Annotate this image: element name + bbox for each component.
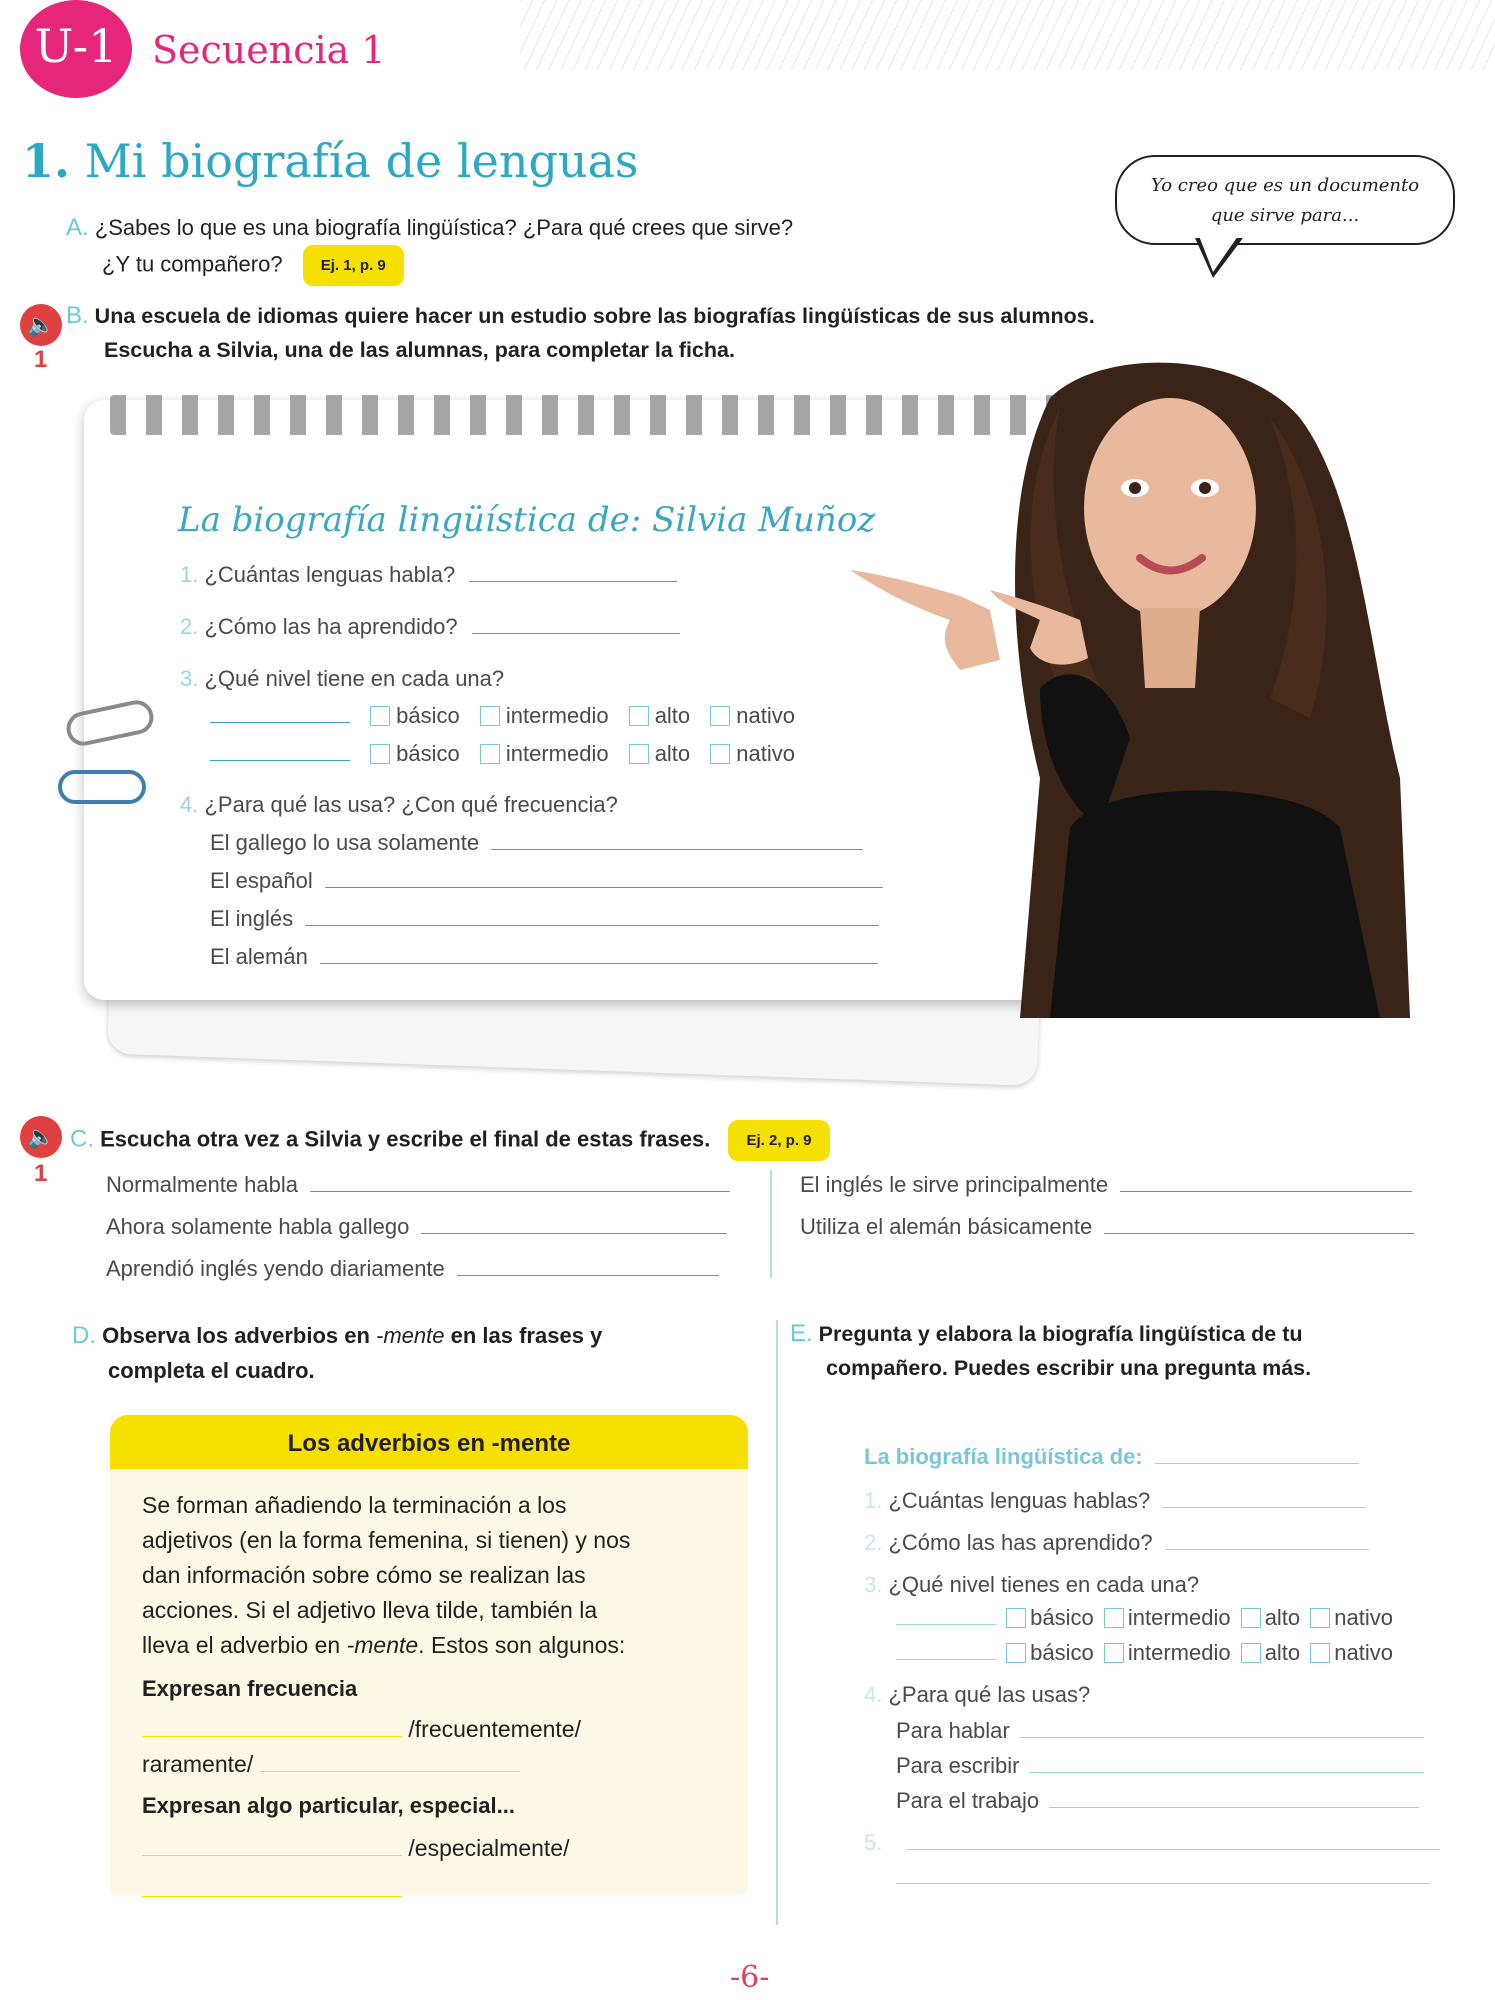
adverbs-text-line: dan información sobre cómo se realizan las	[142, 1562, 586, 1588]
notebook-spiral-rings	[110, 395, 1080, 435]
e-q4-text: ¿Para qué las usas?	[888, 1682, 1091, 1707]
activity-a-line2: ¿Y tu compañero?	[102, 251, 283, 277]
notebook-q1-text: ¿Cuántas lenguas habla?	[204, 562, 456, 587]
activity-c-exercise-badge: Ej. 2, p. 9	[728, 1120, 829, 1161]
e-q1-answer-line[interactable]	[1162, 1492, 1366, 1508]
c-phrase-row	[106, 1256, 719, 1282]
level-checkbox[interactable]	[629, 706, 649, 726]
notebook-use-row	[210, 944, 878, 970]
audio-track-number: 1	[34, 1160, 48, 1187]
level-checkbox[interactable]	[480, 706, 500, 726]
level-label: básico	[396, 741, 460, 766]
level-checkbox[interactable]	[710, 744, 730, 764]
activity-e-line1: Pregunta y elabora la biografía lingüística de tu	[818, 1322, 1303, 1346]
c-phrase-row	[800, 1214, 1414, 1240]
use-label: El inglés	[210, 906, 294, 931]
activity-e-letter: E.	[790, 1320, 813, 1347]
notebook-q1-number: 1.	[180, 562, 199, 587]
frequency-word: /frecuentemente/	[408, 1716, 581, 1742]
e-use-label: Para escribir	[896, 1753, 1020, 1778]
activity-b	[66, 298, 1095, 334]
special-row	[142, 1872, 722, 1907]
column-divider	[770, 1170, 772, 1278]
activity-e	[790, 1316, 1303, 1352]
notebook-q2	[180, 614, 680, 640]
pointing-hand	[850, 560, 1000, 680]
notebook-use-row	[210, 868, 883, 894]
e-level-label: básico	[1030, 1605, 1094, 1630]
level-label: nativo	[736, 703, 796, 728]
e-level-checkbox[interactable]	[1006, 1643, 1026, 1663]
notebook-q4	[180, 792, 618, 818]
level-checkbox[interactable]	[370, 706, 390, 726]
language-answer-line[interactable]	[210, 705, 350, 723]
activity-a	[66, 210, 793, 245]
audio-speaker-icon[interactable]: 🔈	[20, 304, 62, 346]
student-photo	[980, 358, 1410, 1018]
e-q1	[864, 1488, 1366, 1514]
e-level-checkbox[interactable]	[1241, 1643, 1261, 1663]
e-q1-number: 1.	[864, 1488, 883, 1513]
c-phrase-row	[800, 1172, 1412, 1198]
adverbs-text-line: acciones. Si el adjetivo lleva tilde, también la	[142, 1597, 598, 1623]
e-use-answer-line[interactable]	[1020, 1722, 1424, 1738]
e-level-row	[896, 1640, 1393, 1666]
e-q5-extra	[896, 1864, 1430, 1890]
frequency-row	[142, 1747, 722, 1782]
sequence-label: Secuencia 1	[152, 28, 386, 72]
e-language-answer-line[interactable]	[896, 1644, 996, 1660]
notebook-level-row	[210, 741, 795, 767]
page-number: -6-	[730, 1960, 770, 1995]
e-use-answer-line[interactable]	[1030, 1757, 1424, 1773]
e-q2-answer-line[interactable]	[1165, 1534, 1369, 1550]
c-phrase: El inglés le sirve principalmente	[800, 1172, 1109, 1197]
section-number: 1.	[22, 134, 71, 188]
e-level-label: nativo	[1334, 1640, 1394, 1665]
special-answer-line[interactable]	[142, 1879, 402, 1897]
activity-a-exercise-badge: Ej. 1, p. 9	[303, 245, 404, 286]
adverbs-text-line: Se forman añadiendo la terminación a los	[142, 1492, 567, 1518]
notebook-q3-number: 3.	[180, 666, 199, 691]
adverbs-text-pre: lleva el adverbio en	[142, 1632, 347, 1658]
e-level-label: nativo	[1334, 1605, 1394, 1630]
level-label: alto	[654, 741, 691, 766]
e-biography-title-text: La biografía lingüística de:	[864, 1444, 1143, 1469]
e-q2-text: ¿Cómo las has aprendido?	[888, 1530, 1153, 1555]
c-phrase-row	[106, 1214, 727, 1240]
notebook-level-row	[210, 703, 795, 729]
level-label: intermedio	[505, 703, 609, 728]
e-level-label: básico	[1030, 1640, 1094, 1665]
level-label: nativo	[736, 741, 796, 766]
c-answer-line[interactable]	[1120, 1174, 1412, 1192]
e-q4-number: 4.	[864, 1682, 883, 1707]
use-label: El español	[210, 868, 313, 893]
c-phrase: Utiliza el alemán básicamente	[800, 1214, 1093, 1239]
frequency-answer-line[interactable]	[260, 1754, 520, 1772]
speech-bubble-line1: Yo creo que es un documento	[1150, 175, 1420, 196]
e-level-checkbox[interactable]	[1310, 1643, 1330, 1663]
e-level-checkbox[interactable]	[1241, 1608, 1261, 1628]
c-answer-line[interactable]	[457, 1258, 719, 1276]
use-answer-line[interactable]	[325, 870, 883, 888]
e-level-label: intermedio	[1127, 1640, 1231, 1665]
notebook-q1-answer-line[interactable]	[469, 564, 677, 582]
e-level-checkbox[interactable]	[1104, 1608, 1124, 1628]
column-divider	[776, 1320, 778, 1925]
special-heading: Expresan algo particular, especial...	[142, 1793, 515, 1818]
section-title-text: Mi biografía de lenguas	[84, 134, 639, 188]
e-biography-title	[864, 1444, 1359, 1470]
speech-bubble-line2: que sirve para...	[1210, 205, 1360, 226]
activity-a-line2-row	[102, 245, 404, 286]
e-use-row	[896, 1753, 1424, 1779]
c-phrase: Aprendió inglés yendo diariamente	[106, 1256, 445, 1281]
level-label: alto	[654, 703, 691, 728]
notebook-q2-number: 2.	[180, 614, 199, 639]
e-q3	[864, 1572, 1199, 1598]
notebook-q4-text: ¿Para qué las usa? ¿Con qué frecuencia?	[204, 792, 618, 817]
notebook-title: La biografía lingüística de: Silvia Muñoz	[178, 500, 876, 540]
audio-speaker-icon[interactable]: 🔈	[20, 1116, 62, 1158]
notebook-q2-text: ¿Cómo las ha aprendido?	[204, 614, 458, 639]
c-answer-line[interactable]	[421, 1216, 727, 1234]
level-label: intermedio	[505, 741, 609, 766]
speech-bubble	[1115, 155, 1455, 245]
e-q5	[864, 1830, 1440, 1856]
activity-b-line1: Una escuela de idiomas quiere hacer un estudio sobre las biografías lingüísticas de sus alumnos.	[94, 304, 1095, 328]
frequency-answer-line[interactable]	[142, 1719, 402, 1737]
activity-d-line1-pre: Observa los adverbios en	[102, 1323, 377, 1348]
audio-track-number: 1	[34, 346, 48, 373]
frequency-word: raramente/	[142, 1751, 254, 1777]
unit-badge: U-1	[20, 0, 132, 98]
paperclip-blue-icon	[58, 770, 146, 804]
notebook-q4-number: 4.	[180, 792, 199, 817]
special-answer-line[interactable]	[142, 1838, 402, 1856]
e-use-row	[896, 1718, 1424, 1744]
e-q4	[864, 1682, 1090, 1708]
e-q5-number: 5.	[864, 1830, 883, 1855]
c-phrase: Ahora solamente habla gallego	[106, 1214, 410, 1239]
header-hatch-decoration	[520, 0, 1495, 70]
language-answer-line[interactable]	[210, 743, 350, 761]
level-checkbox[interactable]	[629, 744, 649, 764]
activity-d-line2: completa el cuadro.	[108, 1358, 315, 1383]
special-row	[142, 1831, 722, 1866]
e-use-label: Para el trabajo	[896, 1788, 1040, 1813]
e-level-checkbox[interactable]	[1104, 1643, 1124, 1663]
e-level-checkbox[interactable]	[1006, 1608, 1026, 1628]
activity-a-line1: ¿Sabes lo que es una biografía lingüística? ¿Para qué crees que sirve?	[94, 215, 794, 240]
level-checkbox[interactable]	[480, 744, 500, 764]
special-word: /especialmente/	[408, 1835, 570, 1861]
adverbs-box-body	[142, 1488, 722, 1907]
activity-e-line2: compañero. Puedes escribir una pregunta más.	[826, 1356, 1312, 1380]
use-label: El gallego lo usa solamente	[210, 830, 480, 855]
notebook-use-row	[210, 830, 863, 856]
activity-d	[72, 1318, 602, 1353]
activity-c-text: Escucha otra vez a Silvia y escribe el final de estas frases.	[100, 1126, 711, 1152]
c-answer-line[interactable]	[1104, 1216, 1414, 1234]
e-language-answer-line[interactable]	[896, 1609, 996, 1625]
e-use-label: Para hablar	[896, 1718, 1010, 1743]
level-label: básico	[396, 703, 460, 728]
use-answer-line[interactable]	[305, 908, 879, 926]
adverbs-text-post: . Estos son algunos:	[418, 1632, 626, 1658]
frequency-heading: Expresan frecuencia	[142, 1676, 358, 1701]
use-label: El alemán	[210, 944, 308, 969]
activity-b-letter: B.	[66, 302, 89, 329]
level-checkbox[interactable]	[710, 706, 730, 726]
activity-c-letter: C.	[70, 1125, 94, 1153]
e-q5-answer-line[interactable]	[896, 1868, 1430, 1884]
notebook-q2-answer-line[interactable]	[472, 616, 680, 634]
e-use-row	[896, 1788, 1419, 1814]
adverbs-text-line	[142, 1628, 722, 1663]
activity-c	[70, 1120, 830, 1161]
e-level-checkbox[interactable]	[1310, 1608, 1330, 1628]
notebook-q1	[180, 562, 677, 588]
use-answer-line[interactable]	[320, 946, 878, 964]
speech-bubble-tail	[1195, 238, 1243, 278]
e-level-label: alto	[1264, 1640, 1301, 1665]
e-use-answer-line[interactable]	[1049, 1792, 1419, 1808]
c-answer-line[interactable]	[310, 1174, 730, 1192]
c-phrase: Normalmente habla	[106, 1172, 298, 1197]
frequency-row	[142, 1712, 722, 1747]
activity-a-letter: A.	[66, 214, 89, 241]
adverbs-text-line: adjetivos (en la forma femenina, si tienen) y nos	[142, 1527, 631, 1553]
notebook-q3-text: ¿Qué nivel tiene en cada una?	[204, 666, 505, 691]
e-name-answer-line[interactable]	[1155, 1448, 1359, 1464]
activity-b-line2: Escucha a Silvia, una de las alumnas, para completar la ficha.	[104, 338, 735, 362]
activity-d-line1-em: -mente	[376, 1323, 445, 1348]
e-level-label: intermedio	[1127, 1605, 1231, 1630]
e-q1-text: ¿Cuántas lenguas hablas?	[888, 1488, 1151, 1513]
e-q2	[864, 1530, 1369, 1556]
c-phrase-row	[106, 1172, 730, 1198]
e-level-label: alto	[1264, 1605, 1301, 1630]
adverbs-text-em: -mente	[346, 1632, 419, 1658]
e-q2-number: 2.	[864, 1530, 883, 1555]
e-q5-answer-line[interactable]	[906, 1834, 1440, 1850]
level-checkbox[interactable]	[370, 744, 390, 764]
e-q3-text: ¿Qué nivel tienes en cada una?	[888, 1572, 1200, 1597]
section-title	[22, 134, 639, 188]
e-q3-number: 3.	[864, 1572, 883, 1597]
activity-d-letter: D.	[72, 1322, 96, 1349]
notebook-q3	[180, 666, 504, 692]
e-level-row	[896, 1605, 1393, 1631]
adverbs-box-title: Los adverbios en -mente	[110, 1415, 748, 1469]
use-answer-line[interactable]	[491, 832, 863, 850]
notebook-use-row	[210, 906, 879, 932]
activity-d-line1-post: en las frases y	[444, 1323, 603, 1348]
